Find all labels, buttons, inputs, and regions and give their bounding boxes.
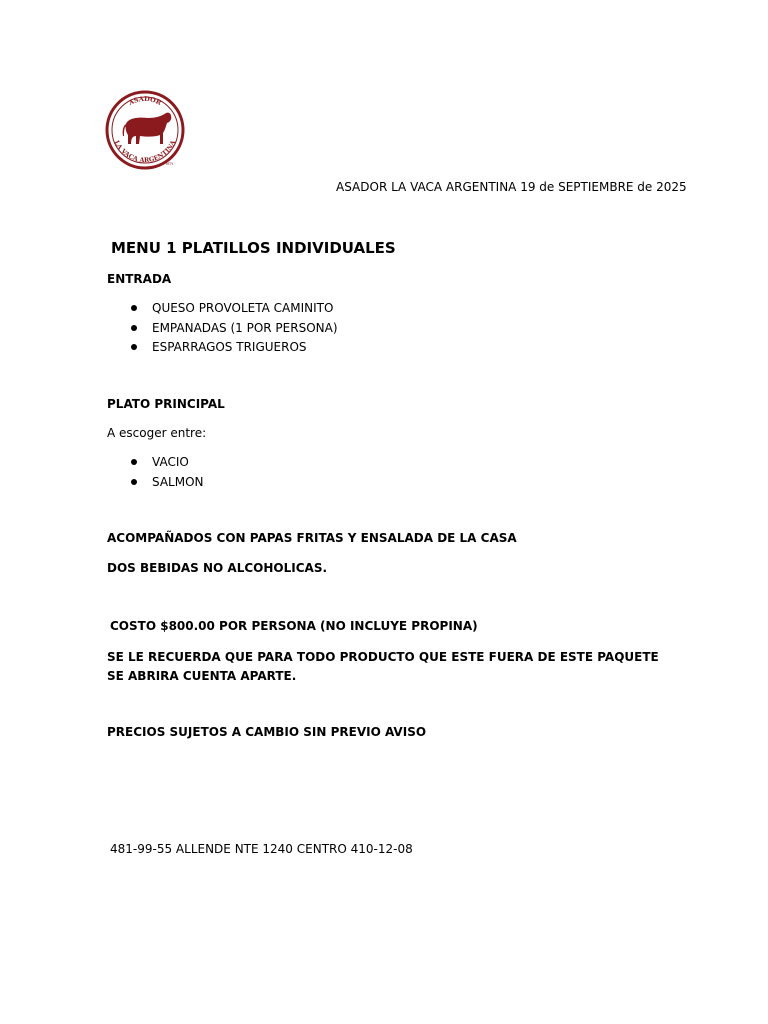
bullet-icon [131, 305, 137, 311]
costo-line: COSTO $800.00 POR PERSONA (NO INCLUYE PROPINA) [110, 619, 478, 633]
bullet-icon [131, 459, 137, 465]
bebidas-line: DOS BEBIDAS NO ALCOHOLICAS. [107, 561, 328, 575]
bullet-icon [131, 325, 137, 331]
plato-principal-list [107, 453, 204, 492]
logo-bottom-text: LA VACA ARGENTINA [112, 139, 178, 165]
list-item [107, 473, 204, 493]
svg-text:ASADOR [126, 95, 163, 107]
logo-top-text: ASADOR [127, 94, 163, 107]
menu-title: MENU 1 PLATILLOS INDIVIDUALES [111, 239, 396, 257]
list-item [107, 453, 204, 473]
entrada-item-text: ESPARRAGOS TRIGUEROS [152, 340, 307, 354]
restaurant-logo [104, 89, 186, 171]
acompanamiento-line: ACOMPAÑADOS CON PAPAS FRITAS Y ENSALADA DE LA CASA [107, 531, 517, 545]
entrada-item-text: EMPANADAS (1 POR PERSONA) [152, 320, 338, 335]
entrada-item-text: QUESO PROVOLETA CAMINITO [152, 301, 334, 315]
list-item [107, 319, 338, 339]
entrada-heading: ENTRADA [107, 272, 172, 286]
entrada-list [107, 299, 338, 358]
plato-principal-intro: A escoger entre: [107, 426, 207, 440]
header-date-line: ASADOR LA VACA ARGENTINA 19 de SEPTIEMBRE de 2025 [336, 180, 687, 194]
bullet-icon [131, 479, 137, 485]
precios-line: PRECIOS SUJETOS A CAMBIO SIN PREVIO AVISO [107, 725, 427, 739]
plato-principal-heading: PLATO PRINCIPAL [107, 397, 225, 411]
contact-line: 481-99-55 ALLENDE NTE 1240 CENTRO 410-12-08 [110, 842, 413, 856]
cow-icon [104, 89, 186, 171]
plato-item-text: SALMON [152, 474, 204, 489]
list-item [107, 299, 338, 319]
svg-text:MTY: MTY [166, 162, 174, 166]
bullet-icon [131, 344, 137, 350]
list-item [107, 338, 338, 358]
plato-item-text: VACIO [152, 455, 189, 469]
recordatorio-paragraph: SE LE RECUERDA QUE PARA TODO PRODUCTO QUE ESTE FUERA DE ESTE PAQUETE SE ABRIRA CUENTA APARTE. [107, 650, 659, 683]
